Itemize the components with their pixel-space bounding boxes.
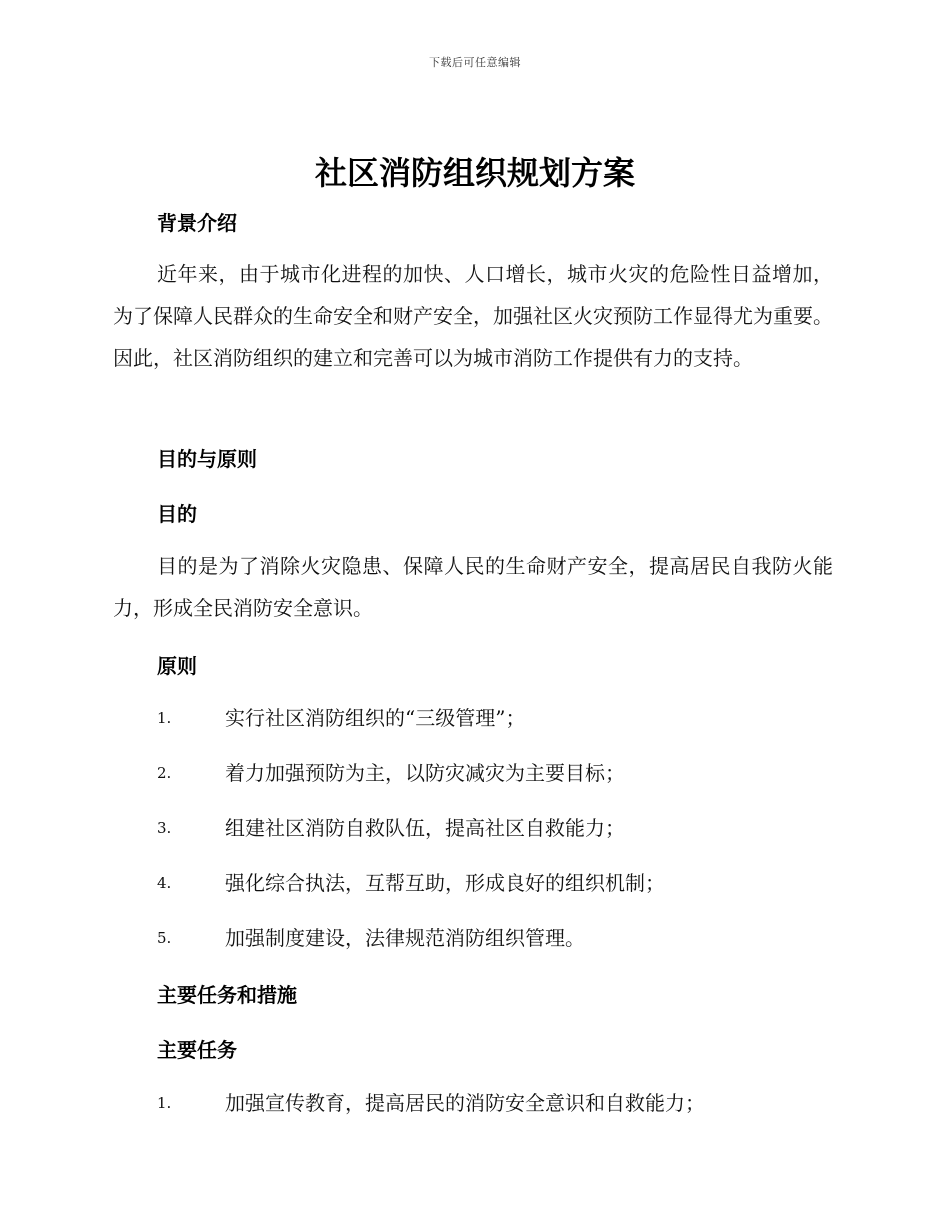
list-text: 加强宣传教育，提高居民的消防安全意识和自救能力； [225,1091,705,1115]
goal-paragraph: 目的是为了消除火灾隐患、保障人民的生命财产安全，提高居民自我防火能力，形成全民消防安全意识。 [113,554,833,620]
section-heading-background: 背景介绍 [157,211,237,235]
principle-item [157,813,837,843]
principle-item [157,703,837,733]
list-text: 组建社区消防自救队伍，提高社区自救能力； [225,816,625,840]
list-number: 1. [157,709,172,727]
task-item [157,1088,837,1118]
principle-item [157,758,837,788]
list-number: 1. [157,1094,172,1112]
section-heading-goals-principles: 目的与原则 [157,447,257,471]
subheading-main-tasks: 主要任务 [157,1038,237,1062]
subheading-principle: 原则 [157,654,197,678]
subheading-goal: 目的 [157,502,197,526]
list-number: 5. [157,929,172,947]
principle-item [157,868,837,898]
page-header-note: 下载后可任意编辑 [429,56,521,69]
list-number: 2. [157,764,172,782]
section-heading-tasks: 主要任务和措施 [157,983,297,1007]
list-text: 加强制度建设，法律规范消防组织管理。 [225,926,585,950]
list-text: 强化综合执法，互帮互助，形成良好的组织机制； [225,871,665,895]
list-number: 4. [157,874,172,892]
principle-item [157,923,837,953]
list-number: 3. [157,819,172,837]
background-paragraph: 近年来，由于城市化进程的加快、人口增长，城市火灾的危险性日益增加，为了保障人民群众的生命安全和财产安全，加强社区火灾预防工作显得尤为重要。因此，社区消防组织的建立和完善可以为城市消防工作提供有力的支持。 [113,262,833,370]
list-text: 着力加强预防为主，以防灾减灾为主要目标； [225,761,625,785]
document-title: 社区消防组织规划方案 [314,154,635,192]
list-text: 实行社区消防组织的“三级管理”； [225,706,526,730]
